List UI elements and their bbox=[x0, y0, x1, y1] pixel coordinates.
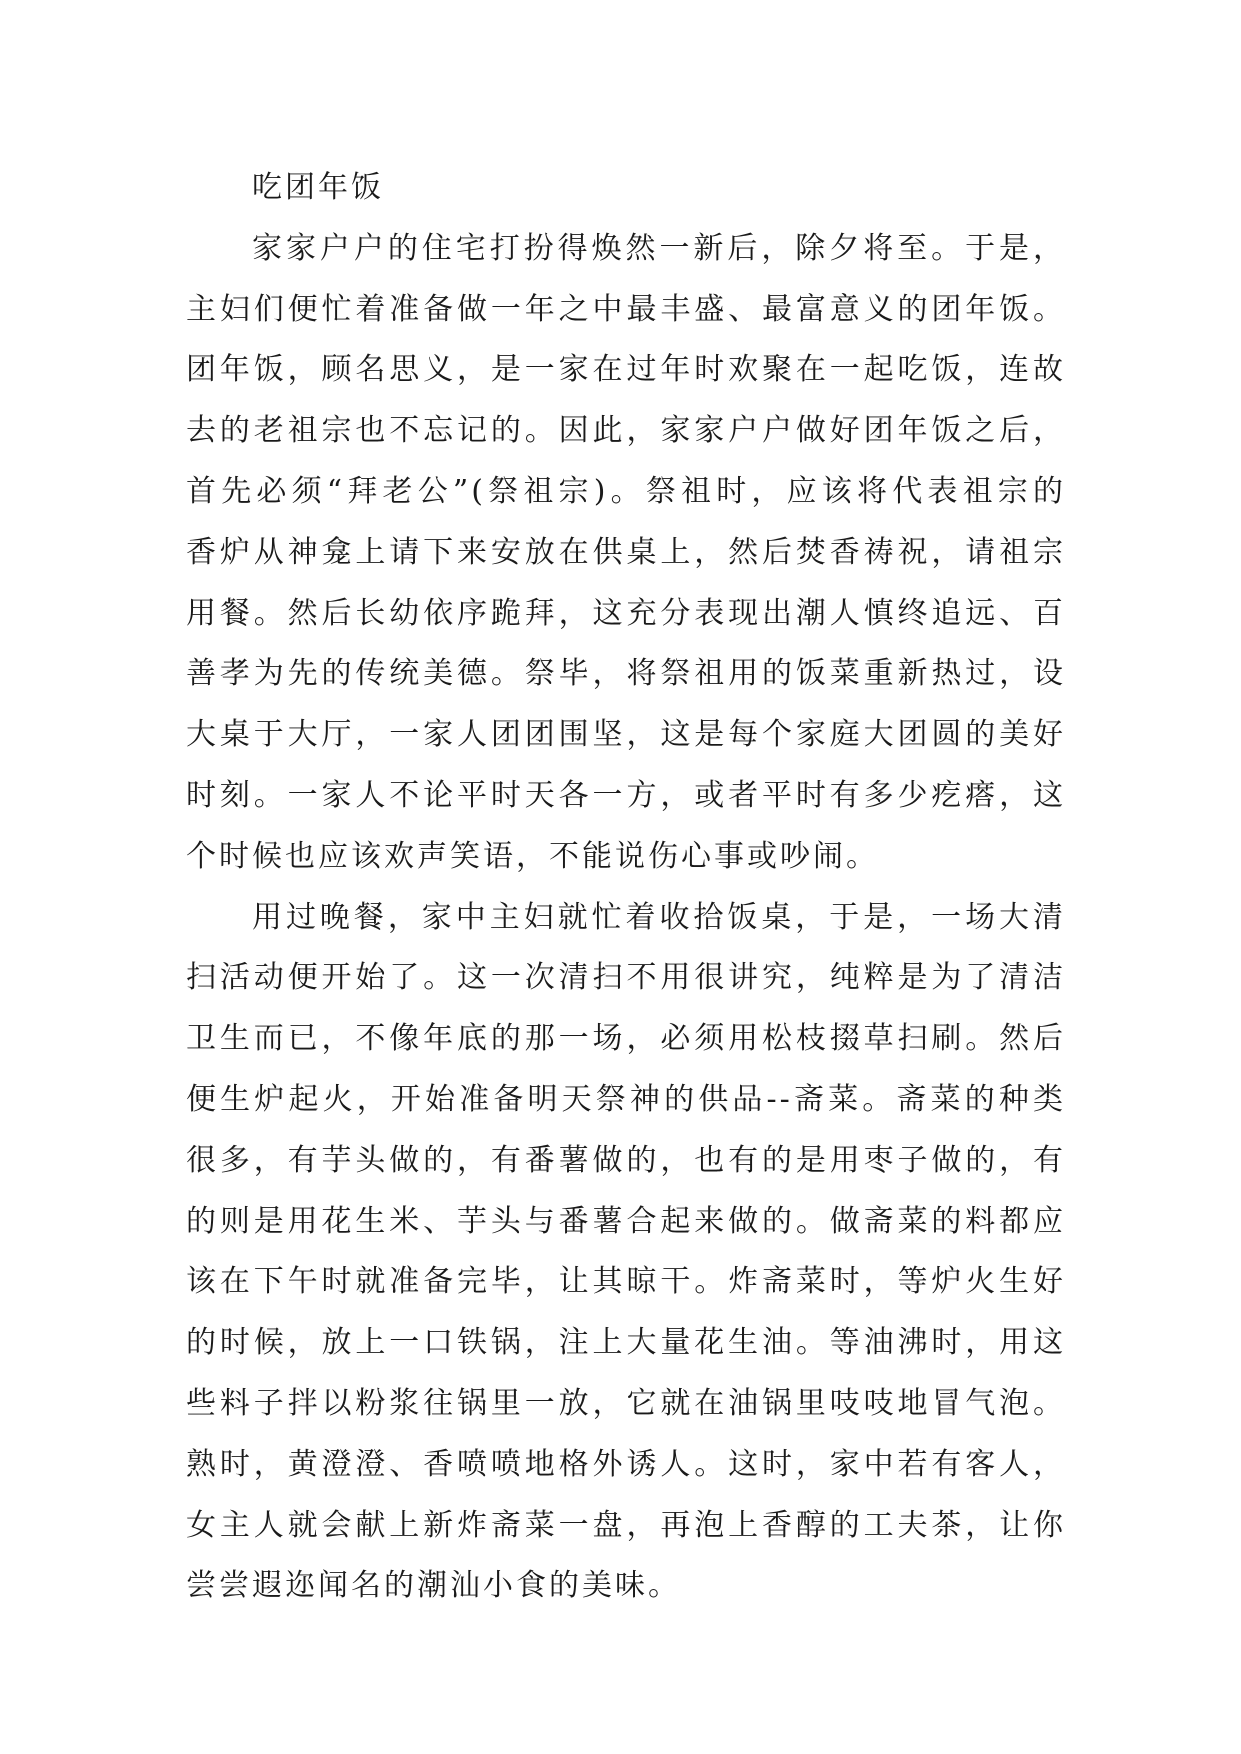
paragraph-line: 女主人就会献上新炸斋菜一盘，再泡上香醇的工夫茶，让你 bbox=[186, 1507, 1066, 1543]
paragraph-line: 些料子拌以粉浆往锅里一放，它就在油锅里吱吱地冒气泡。 bbox=[186, 1385, 1066, 1421]
paragraph-line: 首先必须“拜老公”(祭祖宗)。祭祖时，应该将代表祖宗的 bbox=[186, 473, 1066, 509]
paragraph-line: 很多，有芋头做的，有番薯做的，也有的是用枣子做的，有 bbox=[186, 1142, 1066, 1178]
paragraph-1 bbox=[186, 219, 1066, 888]
paragraph-line: 便生炉起火，开始准备明天祭神的供品--斋菜。斋菜的种类 bbox=[186, 1081, 1066, 1117]
paragraph-line: 扫活动便开始了。这一次清扫不用很讲究，纯粹是为了清洁 bbox=[186, 960, 1066, 996]
paragraph-line: 尝尝遐迩闻名的潮汕小食的美味。 bbox=[186, 1568, 681, 1604]
paragraph-line: 该在下午时就准备完毕，让其晾干。炸斋菜时，等炉火生好 bbox=[186, 1264, 1066, 1300]
paragraph-line: 香炉从神龛上请下来安放在供桌上，然后焚香祷祝，请祖宗 bbox=[186, 534, 1066, 570]
document-title: 吃团年饭 bbox=[252, 170, 384, 205]
paragraph-line: 个时候也应该欢声笑语，不能说伤心事或吵闹。 bbox=[186, 838, 879, 874]
paragraph-line: 主妇们便忙着准备做一年之中最丰盛、最富意义的团年饭。 bbox=[186, 291, 1066, 327]
paragraph-line: 家家户户的住宅打扮得焕然一新后，除夕将至。于是， bbox=[252, 230, 1066, 266]
paragraph-line: 熟时，黄澄澄、香喷喷地格外诱人。这时，家中若有客人， bbox=[186, 1446, 1066, 1482]
paragraph-line: 大桌于大厅，一家人团团围坚，这是每个家庭大团圆的美好 bbox=[186, 717, 1066, 753]
paragraph-line: 的则是用花生米、芋头与番薯合起来做的。做斋菜的料都应 bbox=[186, 1203, 1066, 1239]
paragraph-line: 用餐。然后长幼依序跪拜，这充分表现出潮人慎终追远、百 bbox=[186, 595, 1066, 631]
paragraph-line: 卫生而已，不像年底的那一场，必须用松枝掇草扫刷。然后 bbox=[186, 1021, 1066, 1057]
paragraph-line: 善孝为先的传统美德。祭毕，将祭祖用的饭菜重新热过，设 bbox=[186, 656, 1066, 692]
document-body bbox=[186, 158, 1066, 1617]
paragraph-line: 去的老祖宗也不忘记的。因此，家家户户做好团年饭之后， bbox=[186, 413, 1066, 449]
paragraph-2 bbox=[186, 888, 1066, 1618]
paragraph-line: 的时候，放上一口铁锅，注上大量花生油。等油沸时，用这 bbox=[186, 1325, 1066, 1361]
paragraph-line: 时刻。一家人不论平时天各一方，或者平时有多少疙瘩，这 bbox=[186, 777, 1066, 813]
paragraph-line: 团年饭，顾名思义，是一家在过年时欢聚在一起吃饭，连故 bbox=[186, 352, 1066, 388]
paragraph-line: 用过晚餐，家中主妇就忙着收拾饭桌，于是，一场大清 bbox=[252, 899, 1066, 935]
